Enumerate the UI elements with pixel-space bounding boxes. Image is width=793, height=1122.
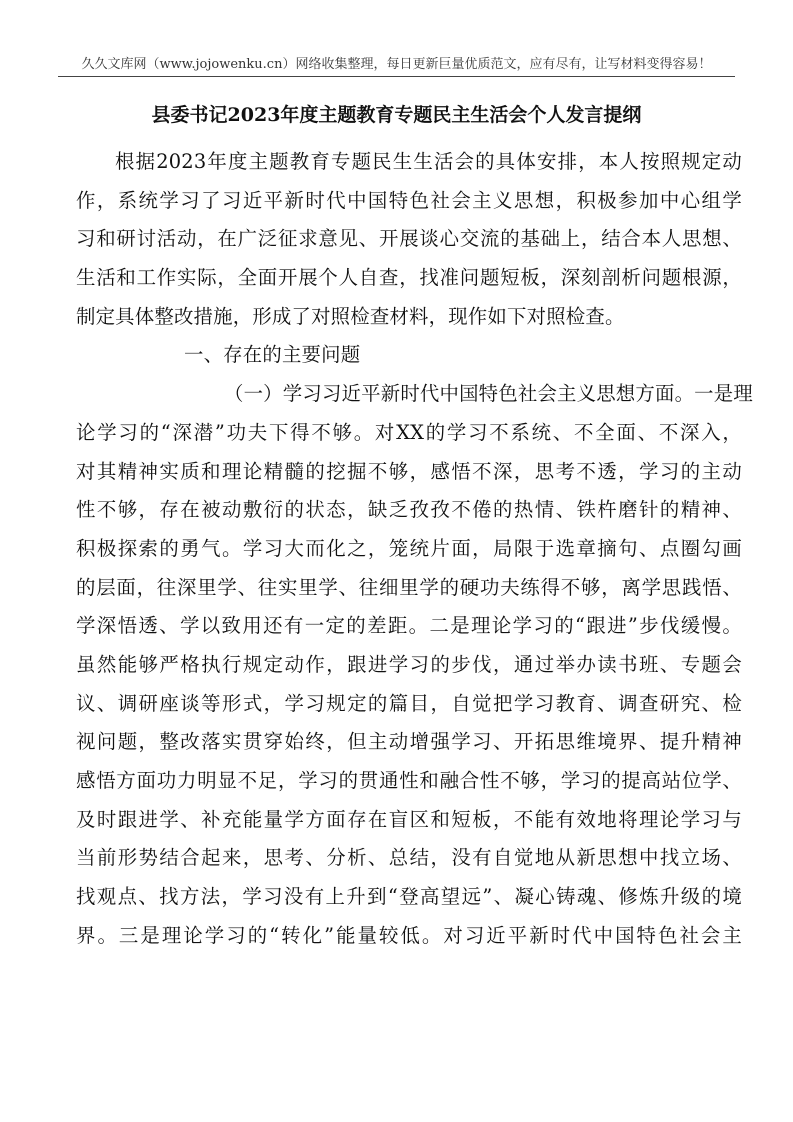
paragraph-line: 议、调研座谈等形式，学习规定的篇目，自觉把学习教育、调查研究、检	[76, 691, 742, 715]
paragraph-line: 论学习的“深潜”功夫下得不够。对XX的学习不系统、不全面、不深入，	[76, 420, 742, 444]
document-body	[76, 143, 753, 955]
paragraph-line: 性不够，存在被动敷衍的状态，缺乏孜孜不倦的热情、铁杵磨针的精神、	[76, 498, 742, 522]
paragraph-line: 学深悟透、学以致用还有一定的差距。二是理论学习的“跟进”步伐缓慢。	[76, 614, 742, 638]
section-heading: 一、存在的主要问题	[184, 343, 361, 367]
paragraph-line: 找观点、找方法，学习没有上升到“登高望远”、凝心铸魂、修炼升级的境	[76, 885, 742, 909]
paragraph-line: 视问题，整改落实贯穿始终，但主动增强学习、开拓思维境界、提升精神	[76, 730, 742, 754]
paragraph-line: 及时跟进学、补充能量学方面存在盲区和短板，不能有效地将理论学习与	[76, 807, 742, 831]
page-header: 久久文库网（www.jojowenku.cn）网络收集整理，每日更新巨量优质范文，应有尽有，让写材料变得容易！	[81, 57, 712, 72]
paragraph-line: 当前形势结合起来，思考、分析、总结，没有自觉地从新思想中找立场、	[76, 846, 742, 870]
paragraph-line: 感悟方面功力明显不足，学习的贯通性和融合性不够，学习的提高站位学、	[76, 769, 742, 792]
paragraph-line: 生活和工作实际，全面开展个人自查，找准问题短板，深刻剖析问题根源，	[76, 266, 742, 290]
paragraph-line: 积极探索的勇气。学习大而化之，笼统片面，局限于选章摘句、点圈勾画	[76, 536, 742, 560]
document-title: 县委书记2023年度主题教育专题民主生活会个人发言提纲	[151, 104, 642, 126]
paragraph-line: （一）学习习近平新时代中国特色社会主义思想方面。一是理	[224, 382, 753, 406]
paragraph-line: 界。三是理论学习的“转化”能量较低。对习近平新时代中国特色社会主	[76, 923, 742, 947]
header-divider	[58, 76, 735, 77]
paragraph-line: 制定具体整改措施，形成了对照检查材料，现作如下对照检查。	[76, 304, 625, 328]
paragraph-line: 对其精神实质和理论精髓的挖掘不够，感悟不深，思考不透，学习的主动	[76, 459, 742, 483]
paragraph-line: 虽然能够严格执行规定动作，跟进学习的步伐，通过举办读书班、专题会	[76, 652, 742, 676]
paragraph-line: 根据2023年度主题教育专题民生生活会的具体安排，本人按照规定动	[115, 150, 742, 173]
paragraph-line: 作，系统学习了习近平新时代中国特色社会主义思想，积极参加中心组学	[76, 188, 742, 212]
paragraph-line: 习和研讨活动，在广泛征求意见、开展谈心交流的基础上，结合本人思想、	[76, 227, 742, 251]
paragraph-line: 的层面，往深里学、往实里学、往细里学的硬功夫练得不够，离学思践悟、	[76, 575, 742, 599]
